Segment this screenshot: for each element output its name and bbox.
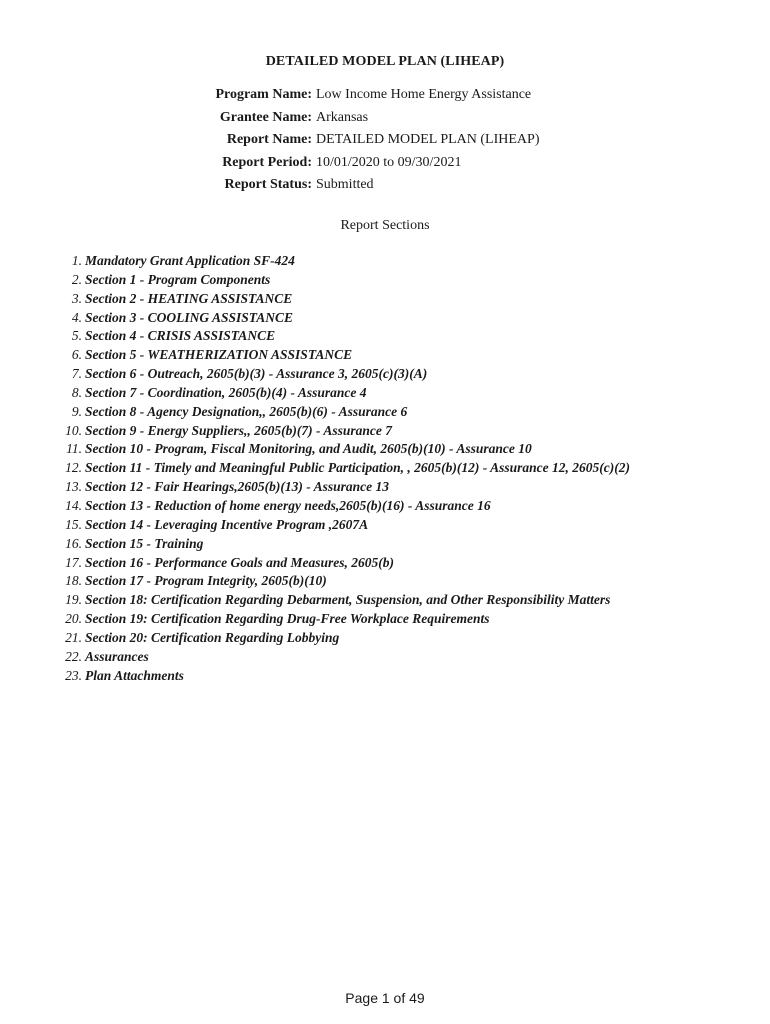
section-number: 1.	[71, 253, 82, 268]
section-link-19[interactable]	[0, 591, 770, 610]
section-number: 5.	[71, 328, 82, 344]
section-number: 2.	[71, 271, 82, 287]
section-title: Section 13 - Reduction of home energy needs,2605(b)(16) - Assurance 16	[85, 497, 491, 513]
section-number: 20.	[65, 611, 82, 627]
section-number: 6.	[71, 347, 82, 363]
section-link-17[interactable]	[0, 554, 770, 573]
section-title: Section 19: Certification Regarding Drug-Free Workplace Requirements	[85, 611, 490, 627]
meta-row-report-period	[0, 152, 770, 175]
section-title: Mandatory Grant Application SF-424	[85, 253, 295, 268]
section-number: 15.	[65, 516, 82, 532]
section-number: 16.	[65, 535, 82, 551]
meta-row-grantee-name	[0, 107, 770, 130]
section-number: 10.	[65, 422, 82, 438]
section-link-1[interactable]	[0, 252, 770, 271]
section-link-11[interactable]	[0, 440, 770, 459]
section-number: 4.	[71, 309, 82, 325]
section-link-7[interactable]	[0, 365, 770, 384]
section-number: 23.	[65, 667, 82, 683]
section-title: Section 10 - Program, Fiscal Monitoring, and Audit, 2605(b)(10) - Assurance 10	[85, 441, 532, 457]
meta-value: 10/01/2020 to 09/30/2021	[316, 154, 462, 170]
meta-value: Submitted	[316, 177, 374, 193]
meta-value: Arkansas	[316, 109, 369, 125]
section-number: 21.	[65, 629, 82, 645]
section-link-12[interactable]	[0, 459, 770, 478]
section-number: 3.	[71, 290, 82, 306]
section-number: 11.	[66, 441, 82, 457]
section-title: Section 18: Certification Regarding Debarment, Suspension, and Other Responsibility Matters	[85, 592, 611, 608]
meta-label: Program Name:	[215, 87, 312, 102]
section-link-5[interactable]	[0, 327, 770, 346]
section-link-6[interactable]	[0, 346, 770, 365]
section-number: 8.	[71, 384, 82, 400]
section-link-20[interactable]	[0, 610, 770, 629]
meta-value: DETAILED MODEL PLAN (LIHEAP)	[316, 132, 540, 148]
section-number: 19.	[65, 592, 82, 608]
section-title: Section 4 - CRISIS ASSISTANCE	[85, 328, 276, 344]
section-title: Assurances	[85, 648, 149, 664]
section-title: Section 12 - Fair Hearings,2605(b)(13) - Assurance 13	[85, 479, 390, 495]
section-link-22[interactable]	[0, 648, 770, 667]
meta-label: Report Period:	[222, 154, 312, 170]
page-number: Page 1 of 49	[345, 990, 425, 1006]
section-link-21[interactable]	[0, 629, 770, 648]
sections-list	[0, 252, 770, 685]
section-title: Section 5 - WEATHERIZATION ASSISTANCE	[85, 347, 353, 363]
meta-row-report-status	[0, 174, 770, 197]
section-title: Plan Attachments	[85, 667, 184, 683]
meta-label: Report Name:	[226, 132, 312, 148]
section-link-18[interactable]	[0, 572, 770, 591]
section-title: Section 6 - Outreach, 2605(b)(3) - Assurance 3, 2605(c)(3)(A)	[85, 366, 428, 382]
section-link-9[interactable]	[0, 403, 770, 422]
section-title: Section 9 - Energy Suppliers,, 2605(b)(7) - Assurance 7	[85, 422, 393, 438]
section-title: Section 16 - Performance Goals and Measures, 2605(b)	[85, 554, 394, 570]
section-link-15[interactable]	[0, 516, 770, 535]
section-title: Section 17 - Program Integrity, 2605(b)(10)	[85, 573, 327, 589]
section-number: 18.	[65, 573, 82, 589]
section-title: Section 2 - HEATING ASSISTANCE	[85, 290, 293, 306]
section-number: 9.	[71, 403, 82, 419]
section-title: Section 14 - Leveraging Incentive Program ,2607A	[85, 516, 369, 532]
section-number: 22.	[65, 648, 82, 664]
meta-row-report-name	[0, 129, 770, 152]
section-link-13[interactable]	[0, 478, 770, 497]
section-link-2[interactable]	[0, 271, 770, 290]
section-link-4[interactable]	[0, 309, 770, 328]
section-number: 7.	[71, 366, 82, 382]
section-link-16[interactable]	[0, 535, 770, 554]
report-metadata	[0, 84, 770, 197]
section-title: Section 20: Certification Regarding Lobbying	[85, 629, 340, 645]
meta-row-program-name	[0, 84, 770, 107]
section-number: 14.	[65, 497, 82, 513]
section-title: Section 11 - Timely and Meaningful Public Participation, , 2605(b)(12) - Assurance 12, 2605(c)(2)	[85, 460, 630, 476]
section-title: Section 1 - Program Components	[85, 271, 271, 287]
sections-heading: Report Sections	[340, 218, 430, 233]
section-number: 12.	[65, 460, 82, 476]
section-link-10[interactable]	[0, 422, 770, 441]
page-title: DETAILED MODEL PLAN (LIHEAP)	[265, 54, 505, 69]
section-link-3[interactable]	[0, 290, 770, 309]
meta-label: Grantee Name:	[219, 109, 312, 125]
section-number: 13.	[65, 479, 82, 495]
section-title: Section 8 - Agency Designation,, 2605(b)(6) - Assurance 6	[85, 403, 408, 419]
section-link-14[interactable]	[0, 497, 770, 516]
section-title: Section 15 - Training	[85, 535, 204, 551]
meta-value: Low Income Home Energy Assistance	[316, 87, 532, 102]
section-link-8[interactable]	[0, 384, 770, 403]
section-link-23[interactable]	[0, 667, 770, 686]
section-title: Section 3 - COOLING ASSISTANCE	[85, 309, 294, 325]
meta-label: Report Status:	[224, 177, 312, 193]
section-title: Section 7 - Coordination, 2605(b)(4) - Assurance 4	[85, 384, 367, 400]
section-number: 17.	[65, 554, 82, 570]
